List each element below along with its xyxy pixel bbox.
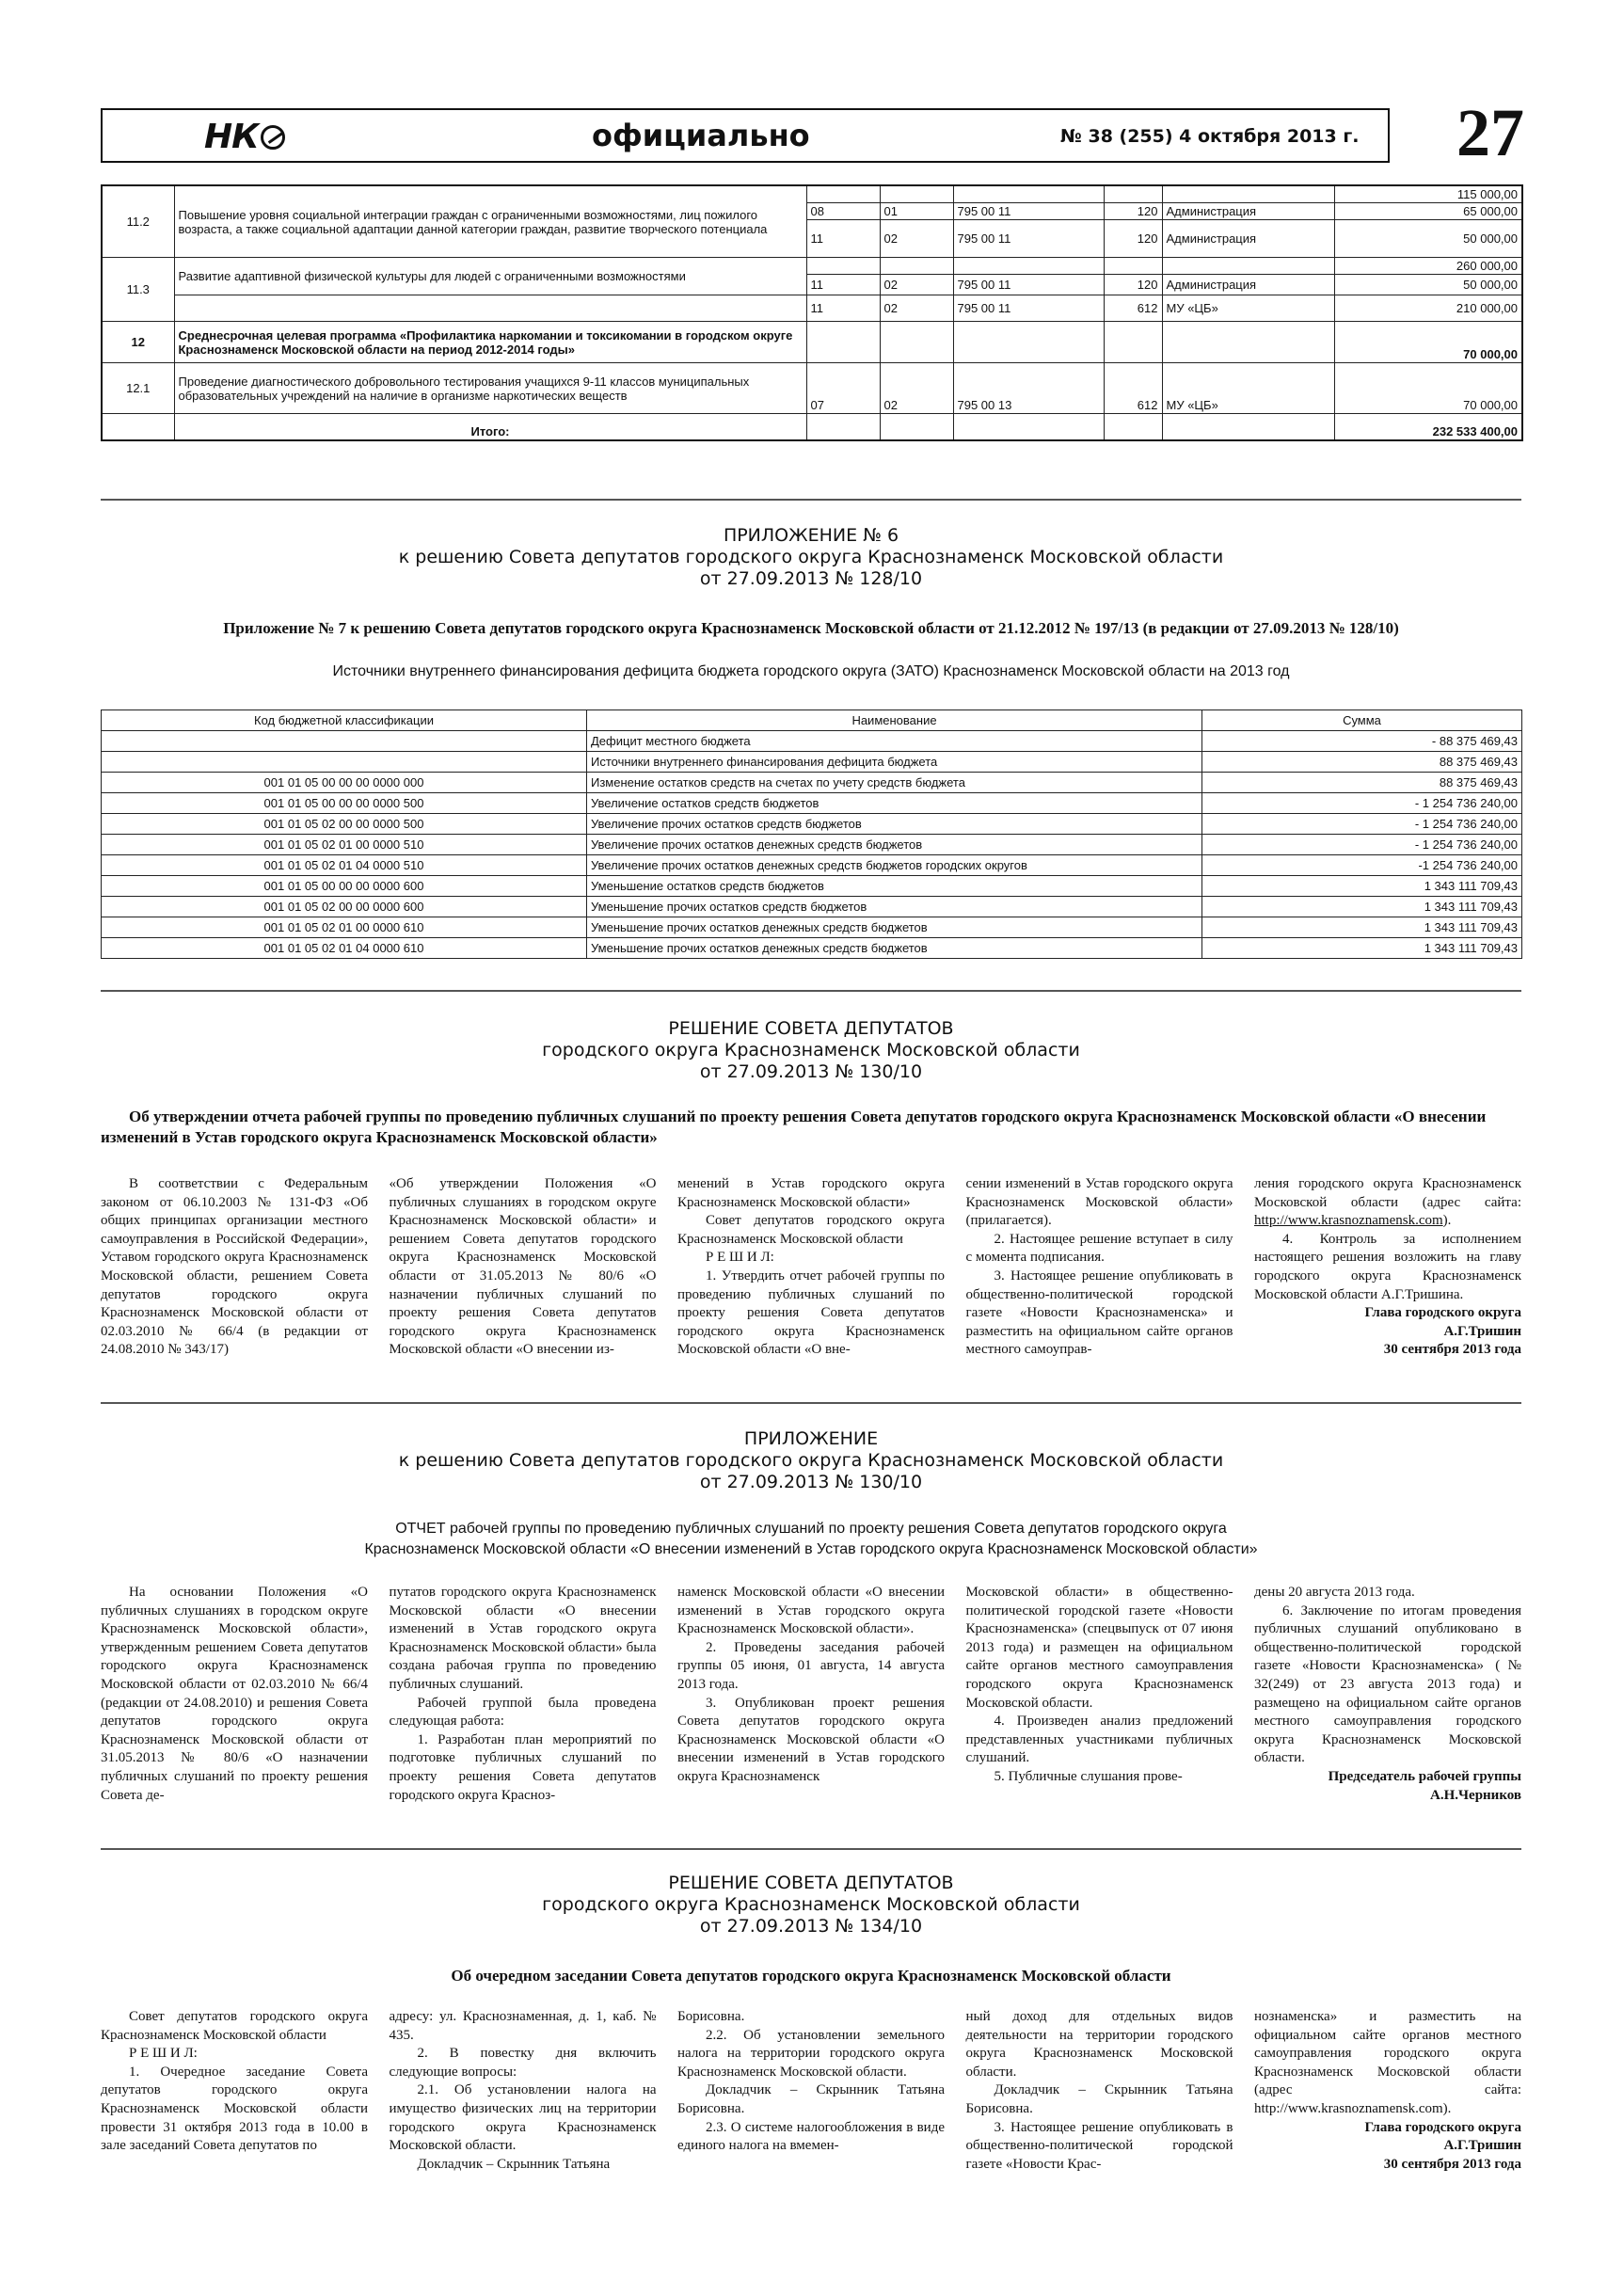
text-column: Совет депутатов городского округа Краснознаменск Московской области Р Е Ш И Л: 1. Очередное заседание Совета депутатов городского округа Краснознаменск Московской области провести 31 октября 2013 года в 10.00 в зале заседаний Совета депутатов по [101, 2009, 368, 2154]
text-column: менений в Устав городского округа Краснознаменск Московской области» Совет депутатов городского округа Краснознаменск Московской области Р Е Ш И Л: 1. Утвердить отчет рабочей группы по проведению публичных слушаний по проекту решения Совета депутатов городского округа Краснознаменск Московской области «О вне- [677, 1176, 945, 1358]
table-row: 001 01 05 00 00 00 0000 600 Уменьшение остатков средств бюджетов 1 343 111 709,43 [102, 876, 1522, 897]
table-row: 001 01 05 02 01 00 0000 610 Уменьшение прочих остатков денежных средств бюджетов 1 343 111 709,43 [102, 917, 1522, 938]
table-row: 001 01 05 02 00 00 0000 500 Увеличение прочих остатков средств бюджетов - 1 254 736 240,00 [102, 814, 1522, 835]
section-title: официально [592, 118, 810, 153]
table-row: 08 01 795 00 11 120 Администрация 65 000,00 [102, 203, 1522, 220]
appendix6-subheading: Источники внутреннего финансирования дефицита бюджета городского округа (ЗАТО) Краснознаменск Московской области на 2013 год [332, 663, 1290, 679]
text-column: наменск Московской области «О внесении изменений в Устав городского округа Краснознаменск Московской области». 2. Проведены заседания рабочей группы 05 июня, 01 августа, 14 августа 2013 года. 3. Опубликован проект решения Совета депутатов городского округа Краснознаменск Московской области «О внесении изменений в Устав городского округа Краснознаменск [677, 1585, 945, 1784]
divider [101, 1848, 1521, 1850]
table-row: 001 01 05 02 00 00 0000 600 Уменьшение прочих остатков средств бюджетов 1 343 111 709,43 [102, 897, 1522, 917]
table-header-row: Код бюджетной классификации Наименование Сумма [102, 710, 1522, 731]
logo-mark-icon [261, 125, 285, 150]
text-column: Борисовна. 2.2. Об установлении земельного налога на территории городского округа Краснознаменск Московской области. Докладчик – Скрынник Татьяна Борисовна. 2.3. О системе налогообложения в виде единого налога на вмемен- [677, 2009, 945, 2154]
divider [101, 990, 1521, 992]
table-row: 12 Среднесрочная целевая программа «Профилактика наркомании и токсикомании в городском округе Краснознаменск Московской области на период 2012-2014 годы» 70 000,00 [102, 322, 1522, 363]
text-column: нознаменска» и разместить на официальном сайте органов местного самоуправления городского округа Краснознаменск Московской области (адрес сайта: http://www.krasnoznamensk.com). Глава городского округа А.Г.Тришин 30 сентября 2013 года [1254, 2009, 1521, 2172]
appendix-body [101, 1584, 1521, 1805]
appendix6-heading: Приложение № 7 к решению Совета депутатов городского округа Краснознаменск Московской области от 21.12.2012 № 197/13 (в редакции от 27.09.2013 № 128/10) [223, 619, 1399, 637]
issue-info: № 38 (255) 4 октября 2013 г. [1060, 126, 1360, 147]
page-number: 27 [1456, 95, 1524, 170]
appendix-heading: ОТЧЕТ рабочей группы по проведению публичных слушаний по проекту решения Совета депутатов городского округа Краснознаменск Московской области «О внесении изменений в Устав городского округа Краснознаменск Московской области» [364, 1521, 1258, 1557]
table-row: 001 01 05 02 01 04 0000 510 Увеличение прочих остатков денежных средств бюджетов городских округов -1 254 736 240,00 [102, 855, 1522, 876]
text-column: путатов городского округа Краснознаменск Московской области «О внесении изменений в Устав городского округа Краснознаменск Московской области» была создана рабочая группа по проведению публичных слушаний. Рабочей группой была проведена следующая работа: 1. Разработан план мероприятий по подготовке публичных слушаний по проекту решения Совета депутатов городского округа Краснoз- [389, 1585, 657, 1803]
table-row: 001 01 05 00 00 00 0000 000 Изменение остатков средств на счетах по учету средств бюджета 88 375 469,43 [102, 773, 1522, 793]
table-row: 11 02 795 00 11 612 МУ «ЦБ» 210 000,00 [102, 295, 1522, 322]
decision130-body [101, 1175, 1521, 1360]
appendix6-header: ПРИЛОЖЕНИЕ № 6 к решению Совета депутатов городского округа Краснознаменск Московской области от 27.09.2013 № 128/10 [398, 525, 1224, 589]
text-column: сении изменений в Устав городского округа Краснознаменск Московской области» (прилагается). 2. Настоящее решение вступает в силу с момента подписания. 3. Настоящее решение опубликовать в общественно-политической городской газете «Новости Краснознаменска» и разместить на официальном сайте органов местного самоуправ- [965, 1176, 1233, 1358]
text-column: «Об утверждении Положения «О публичных слушаниях в городском округе Краснознаменск Московской области» и решением Совета депутатов городского округа Краснознаменск Московской области от 31.05.2013 № 80/6 «О назначении публичных слушаний по проекту решения Совета депутатов городского округа Краснознаменск Московской области «О внесении из- [389, 1176, 657, 1358]
website-link[interactable]: http://www.krasnoznamensk.com [1254, 1213, 1443, 1229]
appendix-header: ПРИЛОЖЕНИЕ к решению Совета депутатов городского округа Краснознаменск Московской области от 27.09.2013 № 130/10 [398, 1428, 1224, 1492]
table-row: 11.2 Повышение уровня социальной интеграции граждан с ограниченными возможностями, лиц пожилого возраста, а также социальной адаптации данной категории граждан, развитие творческого потенциала 115 000,00 [102, 185, 1522, 203]
text-column: В соответствии с Федеральным законом от 06.10.2003 № 131-ФЗ «Об общих принципах организации местного самоуправления в Российской Федерации», Уставом городского округа Краснознаменск Московской области, решением Совета депутатов городского округа Краснознаменск Московской области от 02.03.2010 № 66/4 (в редакции от 24.08.2010 № 343/17) [101, 1176, 368, 1358]
divider [101, 499, 1521, 501]
page-header [101, 108, 1390, 163]
decision134-body [101, 2008, 1521, 2174]
table-total-row: Итого: 232 533 400,00 [102, 414, 1522, 440]
decision134-header: РЕШЕНИЕ СОВЕТА ДЕПУТАТОВ городского округа Краснознаменск Московской области от 27.09.2013 № 134/10 [542, 1873, 1080, 1937]
newspaper-logo: НК [204, 118, 285, 156]
table-row: 001 01 05 02 01 00 0000 510 Увеличение прочих остатков денежных средств бюджетов - 1 254 736 240,00 [102, 835, 1522, 855]
text-column: адресу: ул. Краснознаменная, д. 1, каб. № 435. 2. В повестку дня включить следующие вопросы: 2.1. Об установлении налога на имущество физических лиц на территории городского округа Краснознаменск Московской области. Докладчик – Скрынник Татьяна [389, 2009, 657, 2172]
decision130-heading: Об утверждении отчета рабочей группы по проведению публичных слушаний по проекту решения Совета депутатов городского округа Краснознаменск Московской области «О внесении изменений в Устав городского округа Краснознаменск Московской области» [101, 1108, 1487, 1146]
text-column: На основании Положения «О публичных слушаниях в городском округе Краснознаменск Московской области», утвержденным решением Совета депутатов городского округа Краснознаменск Московской области от 02.03.2010 № 66/4 (редакции от 24.08.2010) и решения Совета депутатов городского округа Краснознаменск Московской области от 31.05.2013 № 80/6 «О назначении публичных слушаний по проекту решения Совета де- [101, 1585, 368, 1803]
table-row: 001 01 05 00 00 00 0000 500 Увеличение остатков средств бюджетов - 1 254 736 240,00 [102, 793, 1522, 814]
decision130-header: РЕШЕНИЕ СОВЕТА ДЕПУТАТОВ городского округа Краснознаменск Московской области от 27.09.2013 № 130/10 [542, 1018, 1080, 1082]
budget-sources-table [101, 710, 1522, 959]
table-row: Источники внутреннего финансирования дефицита бюджета 88 375 469,43 [102, 752, 1522, 773]
text-column: дены 20 августа 2013 года. 6. Заключение по итогам проведения публичных слушаний опубликовано в общественно-политической городской газете «Новости Краснознаменска» (№ 32(249) от 23 августа 2013 года) и размещено на официальном сайте органов местного самоуправления городского округа Краснознаменск Московской области. Председатель рабочей группы А.Н.Черников [1254, 1585, 1521, 1803]
text-column: Московской области» в общественно-политической городской газете «Новости Краснознаменска» (спецвыпуск от 07 июня 2013 года) и размещен на официальном сайте органов местного самоуправления городского округа Краснознаменск Московской области. 4. Произведен анализ предложений представленных участниками публичных слушаний. 5. Публичные слушания прове- [965, 1585, 1233, 1784]
table-row: Дефицит местного бюджета - 88 375 469,43 [102, 731, 1522, 752]
decision134-heading: Об очередном заседании Совета депутатов городского округа Краснознаменск Московской области [451, 1967, 1171, 1985]
table-row: 11.3 Развитие адаптивной физической культуры для людей с ограниченными возможностями 260 000,00 [102, 258, 1522, 275]
program-table [101, 184, 1523, 441]
text-column: ный доход для отдельных видов деятельности на территории городского округа Краснознаменск Московской области. Докладчик – Скрынник Татьяна Борисовна. 3. Настоящее решение опубликовать в общественно-политической городской газете «Новости Крас- [965, 2009, 1233, 2172]
table-row: 12.1 Проведение диагностического добровольного тестирования учащихся 9-11 классов муниципальных образовательных учреждений на наличие в организме наркотических веществ 07 02 795 00 13 612 МУ «ЦБ» 70 000,00 [102, 363, 1522, 414]
table-row: 001 01 05 02 01 04 0000 610 Уменьшение прочих остатков денежных средств бюджетов 1 343 111 709,43 [102, 938, 1522, 959]
table-row: 11 02 795 00 11 120 Администрация 50 000,00 [102, 275, 1522, 295]
table-row: 11 02 795 00 11 120 Администрация 50 000,00 [102, 220, 1522, 258]
divider [101, 1402, 1521, 1404]
text-column: ления городского округа Краснознаменск Московской области (адрес сайта: http://www.krasnoznamensk.com). 4. Контроль за исполнением настоящего решения возложить на главу городского округа Краснознаменск Московской области А.Г.Тришина. Глава городского округа А.Г.Тришин 30 сентября 2013 года [1254, 1176, 1521, 1358]
